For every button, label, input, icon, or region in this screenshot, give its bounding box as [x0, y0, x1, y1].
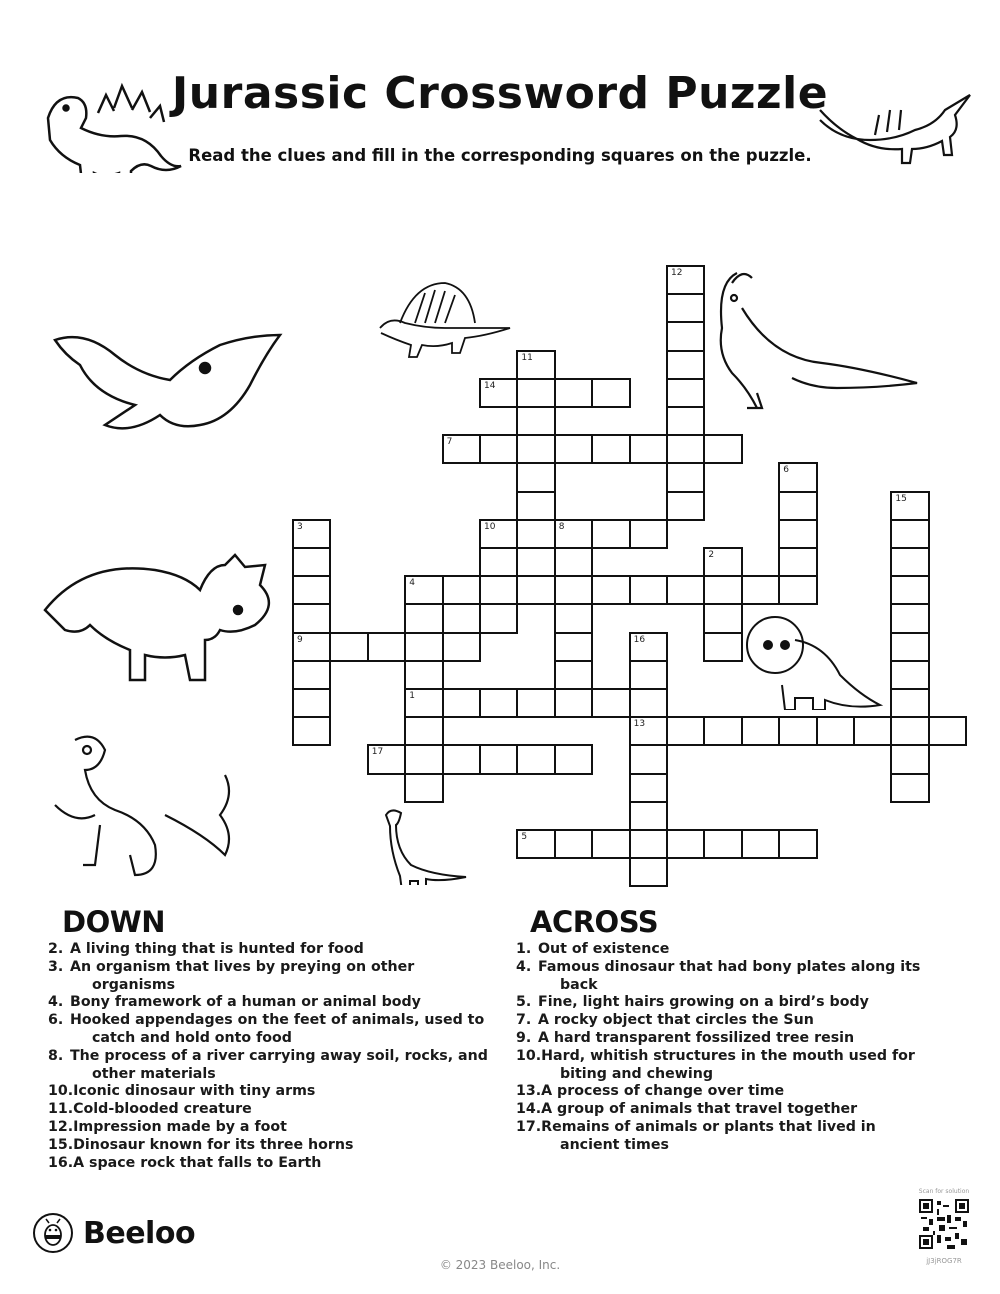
- crossword-cell[interactable]: [516, 378, 555, 408]
- copyright-text: © 2023 Beeloo, Inc.: [439, 1258, 561, 1272]
- crossword-cell[interactable]: [554, 603, 593, 633]
- crossword-cell[interactable]: [890, 744, 929, 774]
- crossword-cell[interactable]: [741, 575, 780, 605]
- qr-code-icon[interactable]: [919, 1199, 969, 1249]
- clue-text: Remains of animals or plants that lived in ancient times: [541, 1118, 876, 1153]
- crossword-cell[interactable]: [703, 547, 742, 577]
- crossword-cell[interactable]: [591, 829, 630, 859]
- crossword-cell[interactable]: [554, 688, 593, 718]
- crossword-cell[interactable]: [666, 321, 705, 351]
- crossword-cell[interactable]: [890, 547, 929, 577]
- crossword-cell[interactable]: [703, 575, 742, 605]
- crossword-cell[interactable]: [554, 660, 593, 690]
- clue-text: The process of a river carrying away soil, rocks, and other materials: [70, 1047, 488, 1082]
- crossword-cell[interactable]: [292, 660, 331, 690]
- across-heading: ACROSS: [530, 905, 659, 939]
- crossword-cell[interactable]: [890, 688, 929, 718]
- crossword-cell[interactable]: [591, 378, 630, 408]
- down-clue-item: 8.The process of a river carrying away soil, rocks, and other materials: [48, 1047, 488, 1082]
- clue-text: Fine, light hairs growing on a bird’s body: [538, 994, 869, 1011]
- crossword-cell[interactable]: [741, 829, 780, 859]
- down-clue-item: 2.A living thing that is hunted for food: [48, 941, 364, 957]
- crossword-cell[interactable]: [292, 519, 331, 549]
- clue-text: Cold-blooded creature: [73, 1101, 252, 1118]
- crossword-cell[interactable]: [292, 547, 331, 577]
- crossword-cell[interactable]: [629, 434, 668, 464]
- clue-number: 14.: [516, 1101, 542, 1118]
- across-clue-item: [516, 1083, 930, 1101]
- crossword-cell[interactable]: [778, 462, 817, 492]
- crossword-cell[interactable]: [554, 575, 593, 605]
- clue-number: 2: [708, 550, 715, 560]
- clue-text: Hooked appendages on the feet of animals, used to catch and hold onto food: [70, 1012, 485, 1046]
- page-subtitle: Read the clues and fill in the corresponding squares on the puzzle.: [188, 146, 812, 165]
- across-clue-item: 1.Out of existence: [516, 941, 670, 957]
- crossword-cell[interactable]: [666, 293, 705, 323]
- across-clue-item: 4.Famous dinosaur that had bony plates along its back: [516, 958, 921, 993]
- clue-text: A rocky object that circles the Sun: [538, 1012, 814, 1029]
- clue-number: 10: [484, 521, 496, 532]
- crossword-cell[interactable]: [666, 462, 705, 492]
- crossword-cell[interactable]: [516, 829, 555, 859]
- crossword-cell[interactable]: [703, 829, 742, 859]
- clue-number: 10.: [48, 1083, 74, 1100]
- crossword-cell[interactable]: [666, 350, 705, 380]
- crossword-cell[interactable]: [442, 575, 481, 605]
- scan-label: Scan for solution: [918, 1188, 970, 1195]
- crossword-cell[interactable]: [629, 632, 668, 662]
- crossword-cell[interactable]: [404, 575, 443, 605]
- clue-number: 15: [895, 493, 907, 504]
- crossword-cell[interactable]: [591, 519, 630, 549]
- crossword-cell[interactable]: [666, 434, 705, 464]
- crossword-cell[interactable]: [666, 716, 705, 746]
- clue-number: 16: [633, 634, 646, 645]
- crossword-cell[interactable]: [442, 434, 481, 464]
- crossword-cell[interactable]: [778, 575, 817, 605]
- crossword-cell[interactable]: [367, 632, 406, 662]
- down-clue-item: [48, 1118, 492, 1137]
- clue-text: Famous dinosaur that had bony plates along its back: [538, 958, 921, 993]
- down-clue-item: 4.Bony framework of a human or animal body: [48, 994, 421, 1011]
- crossword-cell[interactable]: [778, 829, 817, 859]
- crossword-cell[interactable]: [703, 434, 742, 464]
- crossword-cell[interactable]: [516, 519, 555, 549]
- crossword-cell[interactable]: [516, 406, 555, 436]
- crossword-cell[interactable]: [890, 603, 929, 633]
- crossword-cell[interactable]: [703, 632, 742, 662]
- clue-text: Dinosaur known for its three horns: [73, 1136, 354, 1153]
- clue-number: 11: [521, 352, 533, 363]
- crossword-cell[interactable]: [629, 801, 668, 831]
- crossword-cell[interactable]: [890, 519, 929, 549]
- solution-qr-block: [912, 1188, 976, 1265]
- clue-number: 4: [409, 578, 415, 589]
- crossword-cell[interactable]: [479, 547, 518, 577]
- brand-name: Beeloo: [83, 1215, 196, 1251]
- clue-number: 9: [297, 634, 303, 645]
- crossword-cell[interactable]: [404, 632, 443, 662]
- across-clue-list: [516, 941, 930, 1155]
- clue-number: 3: [297, 521, 303, 532]
- clue-text: A group of animals that travel together: [541, 1101, 858, 1118]
- crossword-cell[interactable]: [479, 519, 518, 549]
- crossword-cell[interactable]: [292, 716, 331, 746]
- crossword-cell[interactable]: [479, 603, 518, 633]
- crossword-cell[interactable]: [778, 519, 817, 549]
- crossword-cell[interactable]: [479, 688, 518, 718]
- clue-number: 10.: [516, 1047, 542, 1064]
- clue-number: 15.: [48, 1136, 74, 1153]
- crossword-cell[interactable]: [890, 575, 929, 605]
- crossword-cell[interactable]: [629, 744, 668, 774]
- crossword-cell[interactable]: [329, 632, 368, 662]
- across-clue-item: [516, 1047, 930, 1084]
- crossword-cell[interactable]: [292, 632, 331, 662]
- crossword-cell[interactable]: [666, 265, 705, 295]
- crossword-cell[interactable]: [666, 406, 705, 436]
- clue-number: 12: [671, 268, 683, 278]
- clue-number: 17: [371, 747, 384, 758]
- crossword-cell[interactable]: [516, 575, 555, 605]
- crossword-cell[interactable]: [442, 688, 481, 718]
- clue-text: Iconic dinosaur with tiny arms: [73, 1083, 316, 1100]
- crossword-cell[interactable]: [666, 378, 705, 408]
- beeloo-logo: [33, 1213, 195, 1253]
- crossword-cell[interactable]: [591, 575, 630, 605]
- across-clue-item: [516, 1101, 930, 1119]
- crossword-cell[interactable]: [516, 744, 555, 774]
- crossword-cell[interactable]: [516, 547, 555, 577]
- across-clue-item: 5.Fine, light hairs growing on a bird’s body: [516, 994, 869, 1011]
- crossword-cell[interactable]: [778, 547, 817, 577]
- crossword-cell[interactable]: [404, 773, 443, 803]
- crossword-cell[interactable]: [442, 744, 481, 774]
- crossword-cell[interactable]: [516, 462, 555, 492]
- clue-number: 12.: [48, 1118, 74, 1135]
- down-clue-item: [48, 1083, 492, 1101]
- across-clue-item: 7.A rocky object that circles the Sun: [516, 1012, 814, 1029]
- crossword-cell[interactable]: [516, 350, 555, 380]
- clue-text: Out of existence: [538, 941, 670, 957]
- down-heading: DOWN: [62, 905, 165, 939]
- clue-number: 13: [633, 719, 646, 730]
- crossword-cell[interactable]: [890, 491, 929, 521]
- crossword-cell[interactable]: [554, 632, 593, 662]
- crossword-cell[interactable]: [666, 829, 705, 859]
- clue-number: 7: [446, 437, 453, 448]
- clue-number: 14: [484, 380, 496, 391]
- crossword-cell[interactable]: [591, 688, 630, 718]
- puzzle-code: jJ3jROG7R: [926, 1257, 962, 1265]
- crossword-cell[interactable]: [629, 688, 668, 718]
- crossword-cell[interactable]: [629, 660, 668, 690]
- crossword-cell[interactable]: [741, 716, 780, 746]
- clue-number: 6: [783, 465, 789, 476]
- crossword-cell[interactable]: [778, 491, 817, 521]
- down-clue-item: [48, 1154, 492, 1173]
- clue-number: 11.: [48, 1101, 74, 1118]
- clue-text: Hard, whitish structures in the mouth used for biting and chewing: [541, 1047, 915, 1082]
- down-clues-section: [48, 905, 492, 1172]
- clue-number: 13.: [516, 1083, 542, 1100]
- crossword-cell[interactable]: [292, 603, 331, 633]
- crossword-cell[interactable]: [516, 434, 555, 464]
- crossword-cell[interactable]: [629, 716, 668, 746]
- down-clue-item: 3.An organism that lives by preying on other organisms: [48, 958, 415, 993]
- clue-text: An organism that lives by preying on other organisms: [70, 958, 415, 993]
- crossword-cell[interactable]: [629, 857, 668, 887]
- clue-number: 8: [558, 521, 565, 532]
- crossword-cell[interactable]: [442, 632, 481, 662]
- clue-number: 16.: [48, 1154, 74, 1171]
- bee-icon: [33, 1213, 73, 1253]
- crossword-cell[interactable]: [404, 688, 443, 718]
- down-clue-item: 6.Hooked appendages on the feet of animals, used to catch and hold onto food: [48, 1012, 485, 1046]
- crossword-cell[interactable]: [853, 716, 892, 746]
- page-title: Jurassic Crossword Puzzle: [171, 68, 829, 119]
- crossword-cell[interactable]: [703, 603, 742, 633]
- down-clue-item: [48, 1136, 492, 1155]
- crossword-cell[interactable]: [554, 829, 593, 859]
- crossword-cell[interactable]: [890, 716, 929, 746]
- crossword-cell[interactable]: [479, 434, 518, 464]
- crossword-cell[interactable]: [554, 547, 593, 577]
- crossword-cell[interactable]: [554, 519, 593, 549]
- crossword-cell[interactable]: [890, 660, 929, 690]
- down-clue-list: [48, 941, 492, 1172]
- crossword-cell[interactable]: [666, 575, 705, 605]
- clue-number: 5: [521, 832, 528, 842]
- down-clue-item: [48, 1101, 492, 1119]
- clue-text: A process of change over time: [541, 1083, 785, 1100]
- crossword-cell[interactable]: [666, 491, 705, 521]
- clue-text: A space rock that falls to Earth: [73, 1154, 322, 1171]
- crossword-cell[interactable]: [591, 434, 630, 464]
- clue-text: Bony framework of a human or animal body: [70, 994, 421, 1011]
- crossword-cell[interactable]: [404, 744, 443, 774]
- clue-text: A living thing that is hunted for food: [70, 941, 364, 957]
- crossword-cell[interactable]: [554, 434, 593, 464]
- crossword-cell[interactable]: [703, 716, 742, 746]
- crossword-cell[interactable]: [479, 744, 518, 774]
- clue-text: A hard transparent fossilized tree resin: [538, 1029, 855, 1046]
- crossword-cell[interactable]: [554, 378, 593, 408]
- crossword-cell[interactable]: [404, 716, 443, 746]
- clue-number: 17.: [516, 1118, 542, 1135]
- crossword-cell[interactable]: [479, 378, 518, 408]
- crossword-cell[interactable]: [629, 575, 668, 605]
- crossword-cell[interactable]: [292, 688, 331, 718]
- across-clues-section: [516, 905, 930, 1155]
- across-clue-item: [516, 1118, 930, 1155]
- crossword-cell[interactable]: [816, 716, 855, 746]
- clue-text: Impression made by a foot: [73, 1118, 287, 1135]
- crossword-cell[interactable]: [367, 744, 406, 774]
- crossword-cell[interactable]: [516, 491, 555, 521]
- crossword-cell[interactable]: [479, 575, 518, 605]
- crossword-cell[interactable]: [554, 744, 593, 774]
- crossword-cell[interactable]: [629, 829, 668, 859]
- crossword-cell[interactable]: [890, 632, 929, 662]
- crossword-cell[interactable]: [928, 716, 967, 746]
- crossword-cell[interactable]: [629, 519, 668, 549]
- across-clue-item: 9.A hard transparent fossilized tree resin: [516, 1029, 855, 1046]
- crossword-cell[interactable]: [292, 575, 331, 605]
- clue-number: 1: [409, 691, 415, 701]
- crossword-cell[interactable]: [516, 688, 555, 718]
- crossword-cell[interactable]: [778, 716, 817, 746]
- crossword-cell[interactable]: [890, 773, 929, 803]
- crossword-cell[interactable]: [629, 773, 668, 803]
- crossword-cell[interactable]: [404, 603, 443, 633]
- crossword-cell[interactable]: [404, 660, 443, 690]
